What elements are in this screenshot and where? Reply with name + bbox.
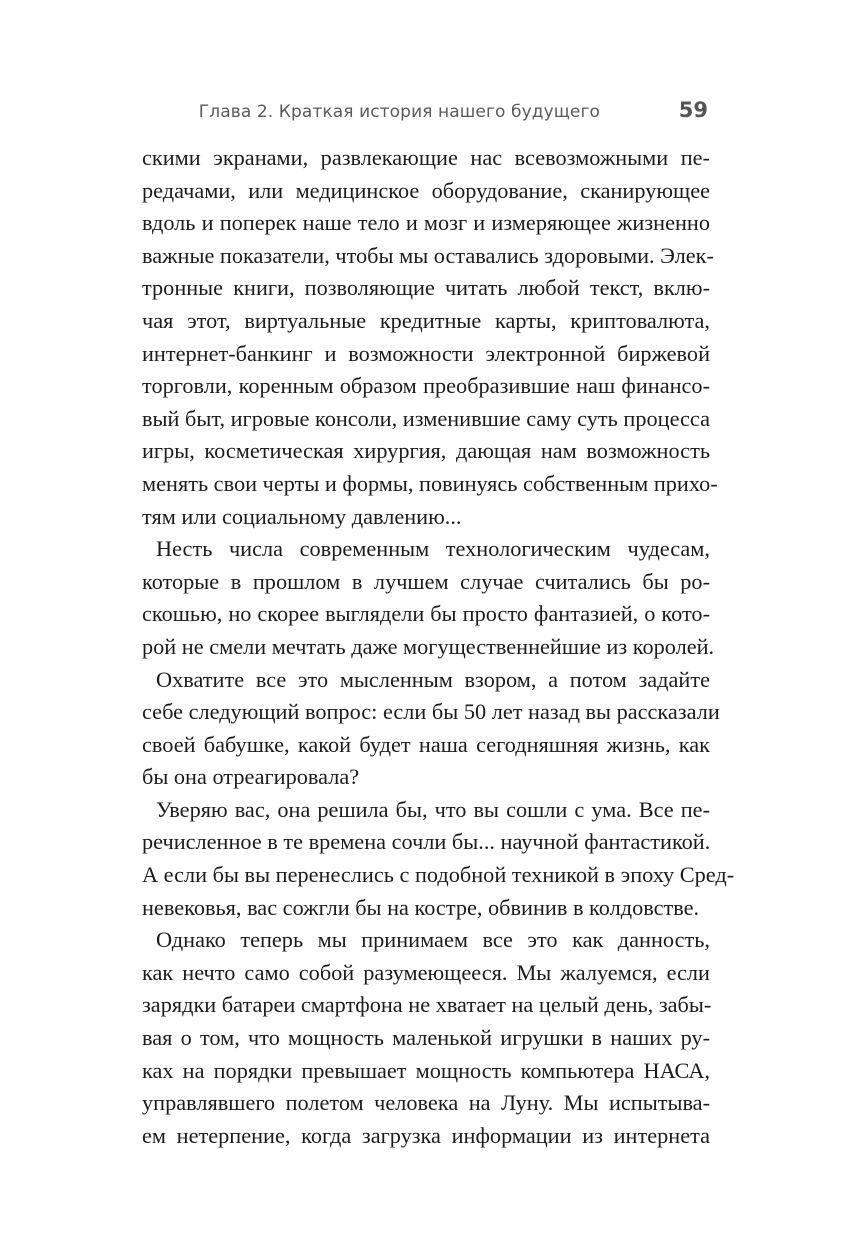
body-text (142, 142, 735, 1152)
page-number: 59 (678, 98, 708, 122)
paragraph (142, 664, 720, 794)
text-line: скими экранами, развлекающие нас всевозможными пе- (142, 145, 710, 170)
text-line: менять свои черты и формы, повинуясь собственным прихо- (142, 470, 718, 496)
text-line: редачами, или медицинское оборудование, сканирующее (142, 177, 710, 203)
paragraph (142, 794, 735, 924)
text-line: невековья, вас сожгли бы на костре, обвинив в колдовстве. (142, 894, 700, 920)
text-line: вый быт, игровые консоли, изменившие саму суть процесса (142, 405, 710, 431)
text-line: тронные книги, позволяющие читать любой текст, вклю- (142, 275, 710, 301)
text-line: Несть числа современным технологическим чудесам, (156, 536, 710, 562)
paragraph (142, 924, 710, 1152)
text-line: тям или социальному давлению... (142, 503, 462, 529)
text-line: Охватите все это мысленным взором, а потом задайте (156, 666, 710, 692)
paragraph (142, 142, 718, 533)
text-line: чая этот, виртуальные кредитные карты, криптовалюта, (142, 307, 710, 333)
running-head (150, 100, 710, 126)
text-line: вдоль и поперек наше тело и мозг и измеряющее жизненно (142, 210, 710, 236)
text-line: бы она отреагировала? (142, 764, 360, 790)
text-line: вая о том, что мощность маленькой игрушки в наших ру- (142, 1025, 710, 1051)
text-line: зарядки батареи смартфона не хватает на целый день, забы- (142, 992, 712, 1018)
text-line: торговли, коренным образом преобразившие наш финансо- (142, 373, 710, 399)
text-line: Однако теперь мы принимаем все это как данность, (156, 927, 710, 953)
text-line: управлявшего полетом человека на Луну. Мы испытыва- (142, 1090, 710, 1116)
paragraph (142, 533, 715, 663)
text-line: важные показатели, чтобы мы оставались здоровыми. Элек- (142, 242, 714, 268)
text-line: рой не смели мечтать даже могущественнейшие из королей. (142, 633, 715, 659)
text-line: речисленное в те времена сочли бы... научной фантастикой. (142, 829, 711, 855)
text-line: Уверяю вас, она решила бы, что вы сошли с ума. Все пе- (156, 796, 710, 822)
text-line: своей бабушке, какой будет наша сегодняшняя жизнь, как (142, 731, 710, 757)
text-line: ках на порядки превышает мощность компьютера НАСА, (142, 1057, 710, 1083)
text-line: себе следующий вопрос: если бы 50 лет назад вы рассказали (142, 699, 720, 725)
text-line: интернет-банкинг и возможности электронной биржевой (142, 340, 710, 366)
text-line: А если бы вы перенеслись с подобной техникой в эпоху Сред- (142, 862, 735, 888)
text-line: игры, косметическая хирургия, дающая нам возможность (142, 438, 710, 464)
chapter-title: Глава 2. Краткая история нашего будущего (198, 102, 600, 122)
text-line: как нечто само собой разумеющееся. Мы жалуемся, если (142, 959, 710, 985)
text-line: которые в прошлом в лучшем случае считались бы ро- (142, 568, 710, 594)
text-line: скошью, но скорее выглядели бы просто фантазией, о кото- (142, 601, 710, 627)
text-line: ем нетерпение, когда загрузка информации из интернета (142, 1122, 710, 1148)
